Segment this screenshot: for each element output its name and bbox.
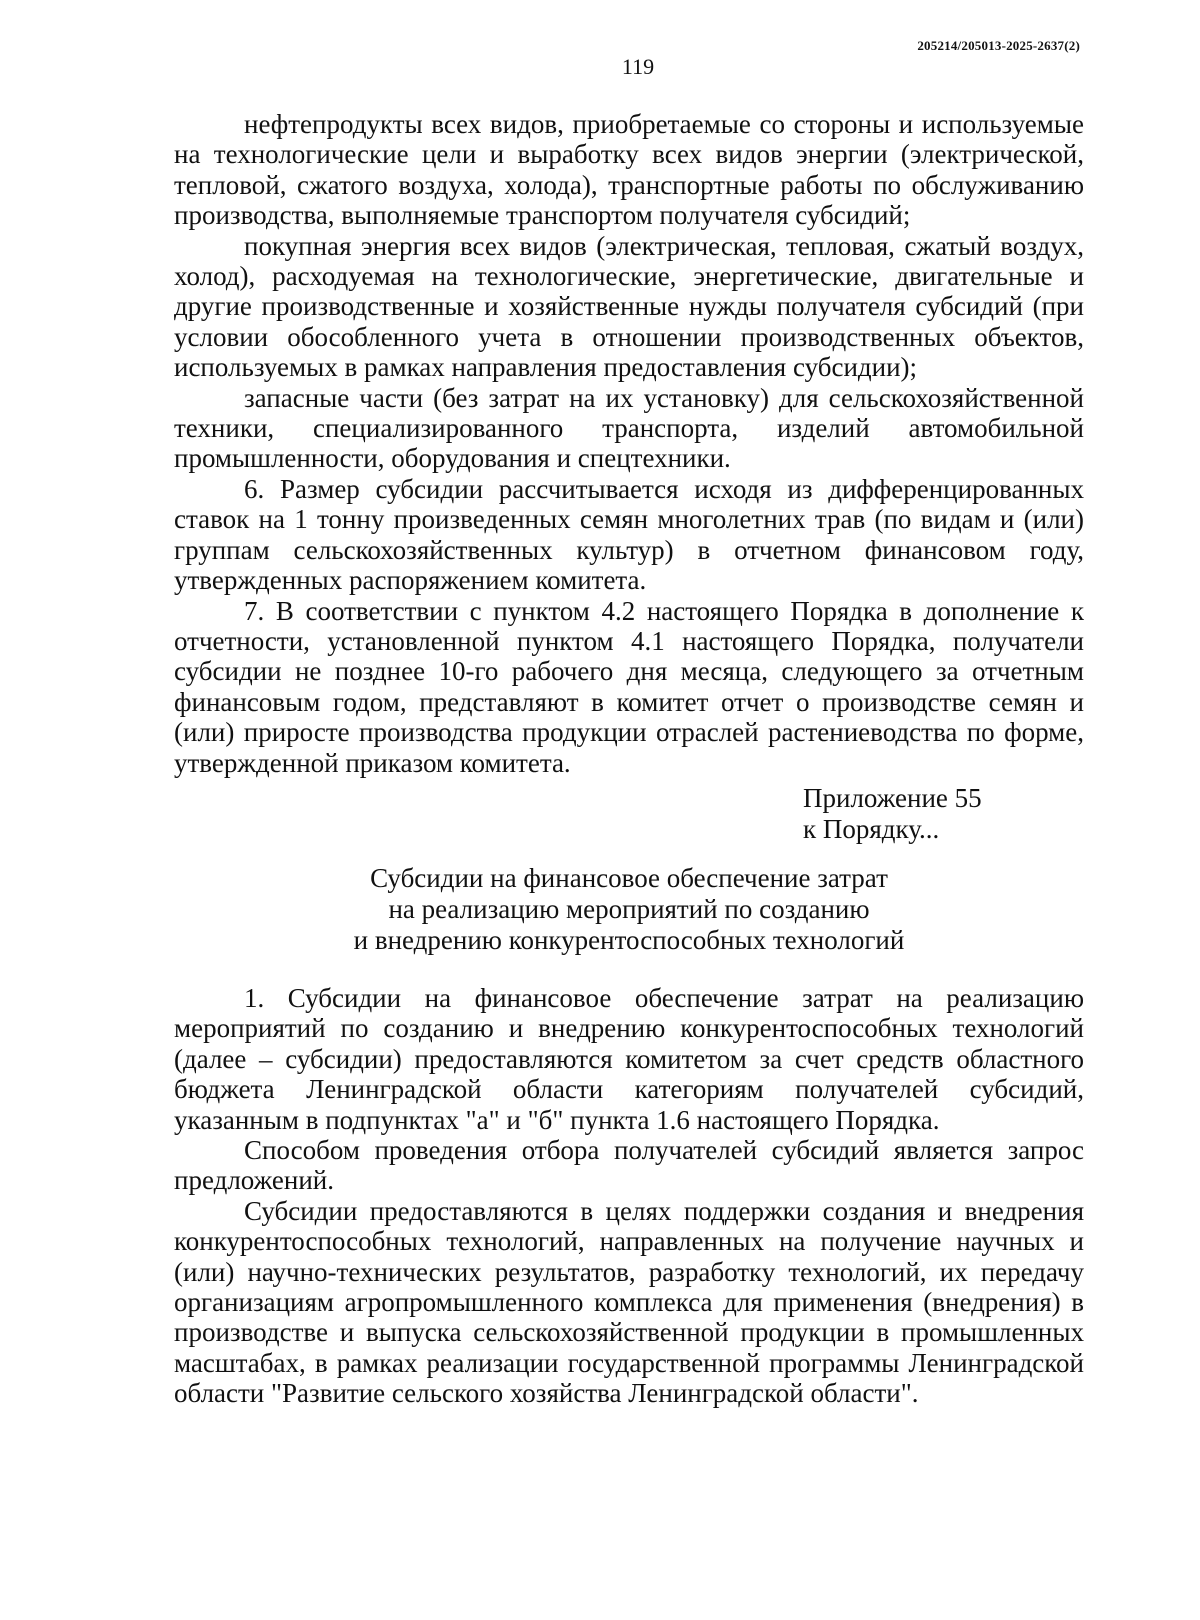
paragraph-petroleum-products: нефтепродукты всех видов, приобретаемые со стороны и используемые на технологические цели и выработку всех видов энергии (электрической, тепловой, сжатого воздуха, холода), транспортные работы по обслуживанию производства, выполняемые транспортом получателя субсидий; bbox=[174, 109, 1084, 231]
paragraph-purchased-energy: покупная энергия всех видов (электрическая, тепловая, сжатый воздух, холод), расходуемая на технологические, энергетические, двигательные и другие производственные и хозяйственные нужды получателя субсидий (при условии обособленного учета в отношении производственных объектов, используемых в рамках направления предоставления субсидии); bbox=[174, 230, 1084, 383]
section-body bbox=[174, 983, 1084, 1409]
paragraph-purpose: Субсидии предоставляются в целях поддержки создания и внедрения конкурентоспособных технологий, направленных на получение научных и (или) научно-технических результатов, разработку технологий, их передачу организациям агропромышленного комплекса для применения (внедрения) в производстве и выпуска сельскохозяйственной продукции в промышленных масштабах, в рамках реализации государственной программы Ленинградской области "Развитие сельского хозяйства Ленинградской области". bbox=[174, 1195, 1084, 1409]
document-id: 205214/205013-2025-2637(2) bbox=[917, 38, 1080, 53]
section-title-line-3: и внедрению конкурентоспособных технологий bbox=[353, 924, 905, 955]
appendix-line-2: к Порядку... bbox=[803, 813, 940, 844]
section-title-line-1: Субсидии на финансовое обеспечение затрат bbox=[370, 862, 888, 893]
paragraph-item-1: 1. Субсидии на финансовое обеспечение затрат на реализацию мероприятий по созданию и внедрению конкурентоспособных технологий (далее – субсидии) предоставляются комитетом за счет средств областного бюджета Ленинградской области категориям получателей субсидий, указанным в подпунктах "а" и "б" пункта 1.6 настоящего Порядка. bbox=[174, 982, 1084, 1135]
paragraph-item-7: 7. В соответствии с пунктом 4.2 настоящего Порядка в дополнение к отчетности, установленной пунктом 4.1 настоящего Порядка, получатели субсидии не позднее 10-го рабочего дня месяца, следующего за отчетным финансовым годом, представляют в комитет отчет о производстве семян и (или) приросте производства продукции отраслей растениеводства по форме, утвержденной приказом комитета. bbox=[174, 595, 1084, 778]
paragraph-selection-method: Способом проведения отбора получателей субсидий является запрос предложений. bbox=[174, 1134, 1084, 1196]
page-number: 119 bbox=[621, 54, 655, 79]
paragraph-spare-parts: запасные части (без затрат на их установку) для сельскохозяйственной техники, специализированного транспорта, изделий автомобильной промышленности, оборудования и спецтехники. bbox=[174, 382, 1084, 474]
paragraph-item-6: 6. Размер субсидии рассчитывается исходя из дифференцированных ставок на 1 тонну произведенных семян многолетних трав (по видам и (или) группам сельскохозяйственных культур) в отчетном финансовом году, утвержденных распоряжением комитета. bbox=[174, 473, 1084, 596]
section-title-line-2: на реализацию мероприятий по созданию bbox=[388, 893, 870, 924]
appendix-line-1: Приложение 55 bbox=[803, 782, 982, 813]
appendix-reference bbox=[803, 783, 1084, 845]
document-body bbox=[174, 109, 1084, 1409]
section-title bbox=[174, 863, 1084, 956]
